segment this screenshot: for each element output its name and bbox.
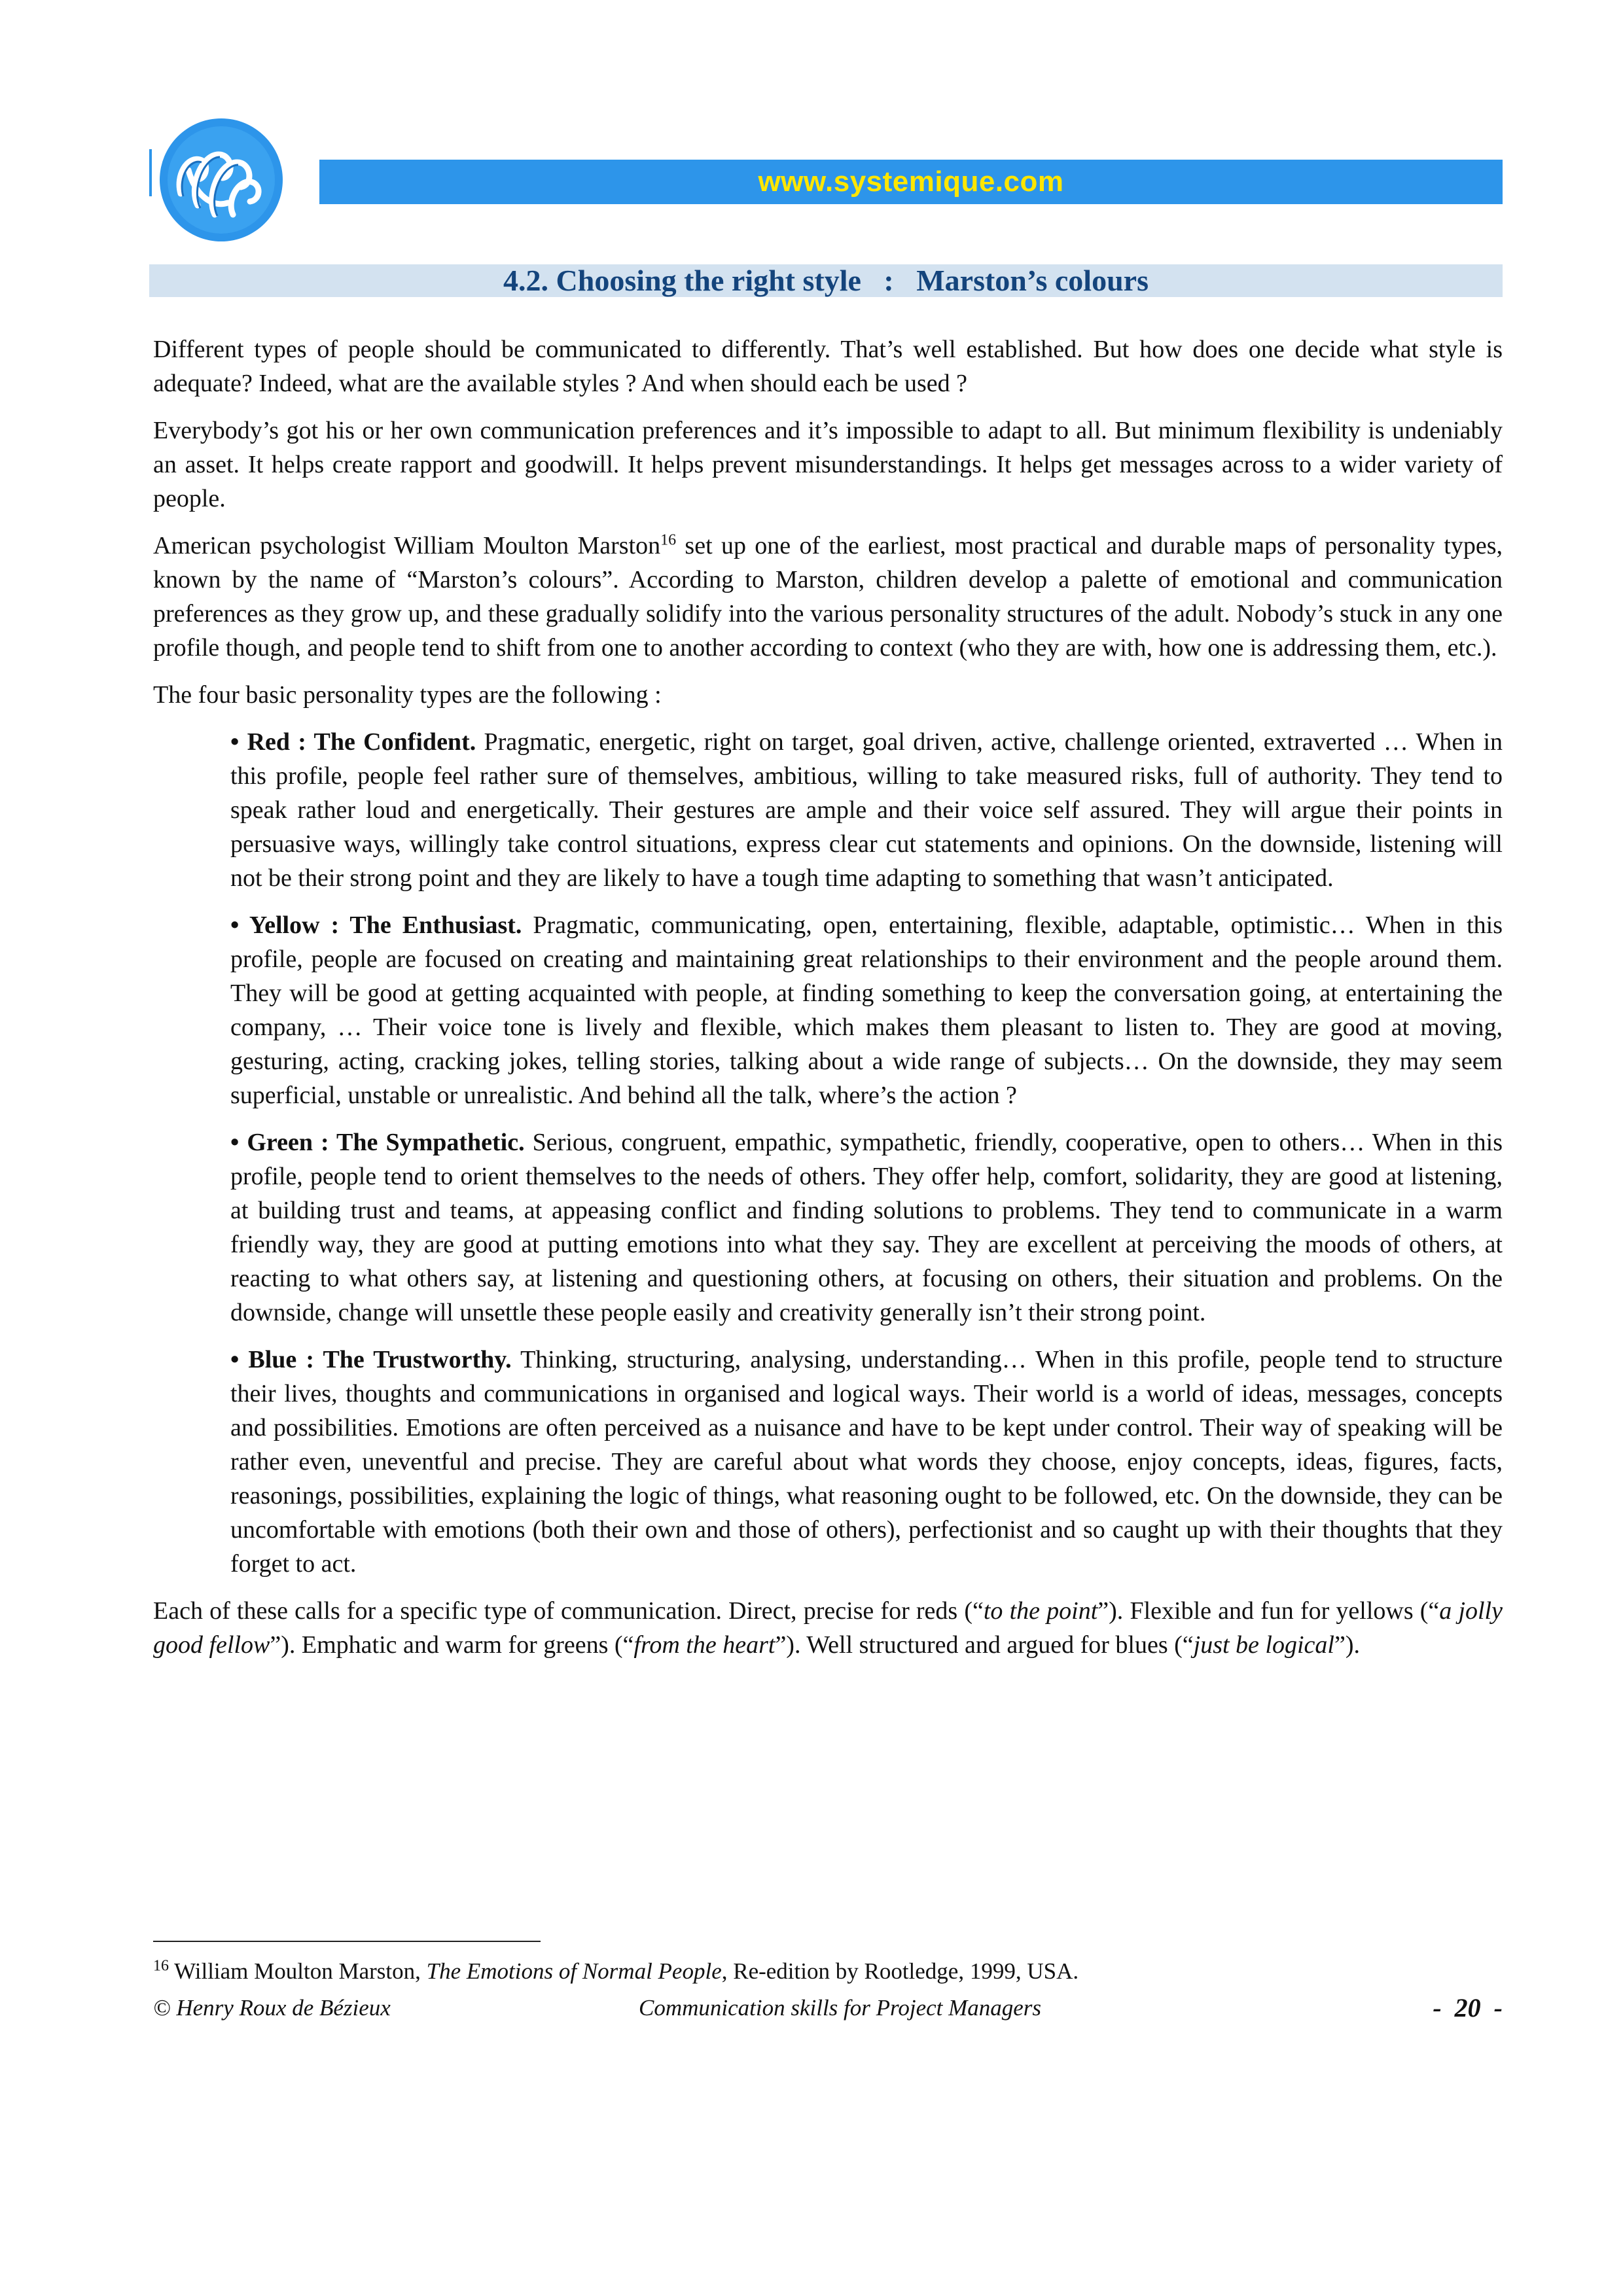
closing-paragraph xyxy=(153,1594,1503,1662)
footnote-book-title: The Emotions of Normal People xyxy=(426,1958,722,1984)
closing-text: ”). Emphatic and warm for greens (“ xyxy=(270,1631,634,1659)
closing-quote: from the heart xyxy=(633,1631,776,1659)
closing-quote: to the point xyxy=(983,1597,1098,1625)
closing-text: ”). Well structured and argued for blues (“ xyxy=(775,1631,1194,1659)
type-yellow-item xyxy=(230,908,1503,1112)
section-title-bar xyxy=(149,264,1503,297)
type-red-item xyxy=(230,725,1503,895)
paragraph-text: set up one of the earliest, most practical and durable maps of personality types, known by the name of “Marston’s colours”. According to Marston, children develop a palette of emotional and communication preferences as they grow up, and these gradually solidify into the various personality structures of the adult. Nobody’s stuck in any one profile though, and people tend to shift from one to another according to context (who they are with, how one is addressing them, etc.). xyxy=(153,532,1503,662)
footer-book-title: Communication skills for Project Managers xyxy=(639,1995,1042,2021)
closing-text: ”). xyxy=(1334,1631,1360,1659)
type-description: Serious, congruent, empathic, sympathetic, friendly, cooperative, open to others… When in this profile, people tend to orient themselves to the needs of others. They offer help, comfort, solidarity, they are good at listening, at building trust and teams, at appeasing conflict and finding solutions to problems. They tend to communicate in a warm friendly way, they are good at putting emotions into what they say. They are excellent at perceiving the moods of others, at reacting to what others say, at listening and questioning others, at focusing on others, their situation and problems. On the downside, change will unsettle these people easily and creativity generally isn’t their strong point. xyxy=(230,1129,1503,1326)
footnote-text: , Re-edition by Rootledge, 1999, USA. xyxy=(721,1958,1079,1984)
type-lead: • Red : The Confident. xyxy=(230,728,476,756)
footnote xyxy=(153,1956,1503,1987)
type-description: Thinking, structuring, analysing, understanding… When in this profile, people tend to structure their lives, thoughts and communications in organised and logical ways. Their world is a world of ideas, messages, concepts and possibilities. Emotions are often perceived as a nuisance and have to be kept under control. Their way of speaking will be rather even, uneventful and precise. They are careful about what words they choose, enjoy concepts, ideas, figures, facts, reasonings, possibilities, explaining the logic of things, what reasoning ought to be followed, etc. On the downside, they can be uncomfortable with emotions (both their own and those of others), perfectionist and so caught up with their thoughts that they forget to act. xyxy=(230,1346,1503,1578)
paragraph: Everybody’s got his or her own communication preferences and it’s impossible to adapt to all. But minimum flexibility is undeniably an asset. It helps create rapport and goodwill. It helps prevent misunderstandings. It helps get messages across to a wider variety of people. xyxy=(153,417,1503,512)
header-bar xyxy=(319,160,1503,204)
footnote-separator xyxy=(153,1941,541,1942)
footnote-text: William Moulton Marston, xyxy=(169,1958,427,1984)
type-description: Pragmatic, communicating, open, entertaining, flexible, adaptable, optimistic… When in this profile, people are focused on creating and maintaining great relationships to their environment and the people around them. They will be good at getting acquainted with people, at finding something to keep the conversation going, at entertaining the company, … Their voice tone is lively and flexible, which makes them pleasant to listen to. They are good at moving, gesturing, acting, cracking jokes, telling stories, talking about a wide range of subjects… On the downside, they may seem superficial, unstable or unrealistic. And behind all the talk, where’s the action ? xyxy=(230,911,1503,1109)
paragraph xyxy=(153,529,1503,665)
closing-quote: a jolly good fellow xyxy=(153,1597,1503,1659)
systemique-spiral-logo-icon xyxy=(149,116,287,243)
closing-quote: just be logical xyxy=(1193,1631,1334,1659)
paragraph-text: American psychologist William Moulton Marston xyxy=(153,532,661,559)
section-title: 4.2. Choosing the right style : Marston’s colours xyxy=(503,264,1149,297)
footer-author: © Henry Roux de Bézieux xyxy=(153,1995,391,2021)
body-text xyxy=(153,332,1503,1675)
page-footer xyxy=(153,1992,1503,2024)
type-description: Pragmatic, energetic, right on target, goal driven, active, challenge oriented, extraverted … When in this profile, people feel rather sure of themselves, ambitious, willing to take measured risks, full of authority. They tend to speak rather loud and energetically. Their gestures are ample and their voice self assured. They will argue their points in persuasive ways, willingly take control situations, express clear cut statements and opinions. On the downside, listening will not be their strong point and they are likely to have a tough time adapting to something that wasn’t anticipated. xyxy=(230,728,1503,892)
paragraph: Different types of people should be communicated to differently. That’s well established. But how does one decide what style is adequate? Indeed, what are the available styles ? And when should each be used ? xyxy=(153,336,1503,397)
footnote-reference: 16 xyxy=(660,531,677,549)
closing-text: Each of these calls for a specific type of communication. Direct, precise for reds (“ xyxy=(153,1597,984,1625)
footnote-number: 16 xyxy=(153,1957,169,1975)
type-lead: • Green : The Sympathetic. xyxy=(230,1129,525,1156)
type-lead: • Blue : The Trustworthy. xyxy=(230,1346,512,1373)
type-lead: • Yellow : The Enthusiast. xyxy=(230,911,522,939)
page-number: - 20 - xyxy=(1433,1993,1503,2022)
type-blue-item xyxy=(230,1343,1503,1581)
paragraph: The four basic personality types are the following : xyxy=(153,681,662,709)
type-green-item xyxy=(230,1125,1503,1330)
closing-text: ”). Flexible and fun for yellows (“ xyxy=(1097,1597,1440,1625)
site-url[interactable]: www.systemique.com xyxy=(758,166,1064,198)
